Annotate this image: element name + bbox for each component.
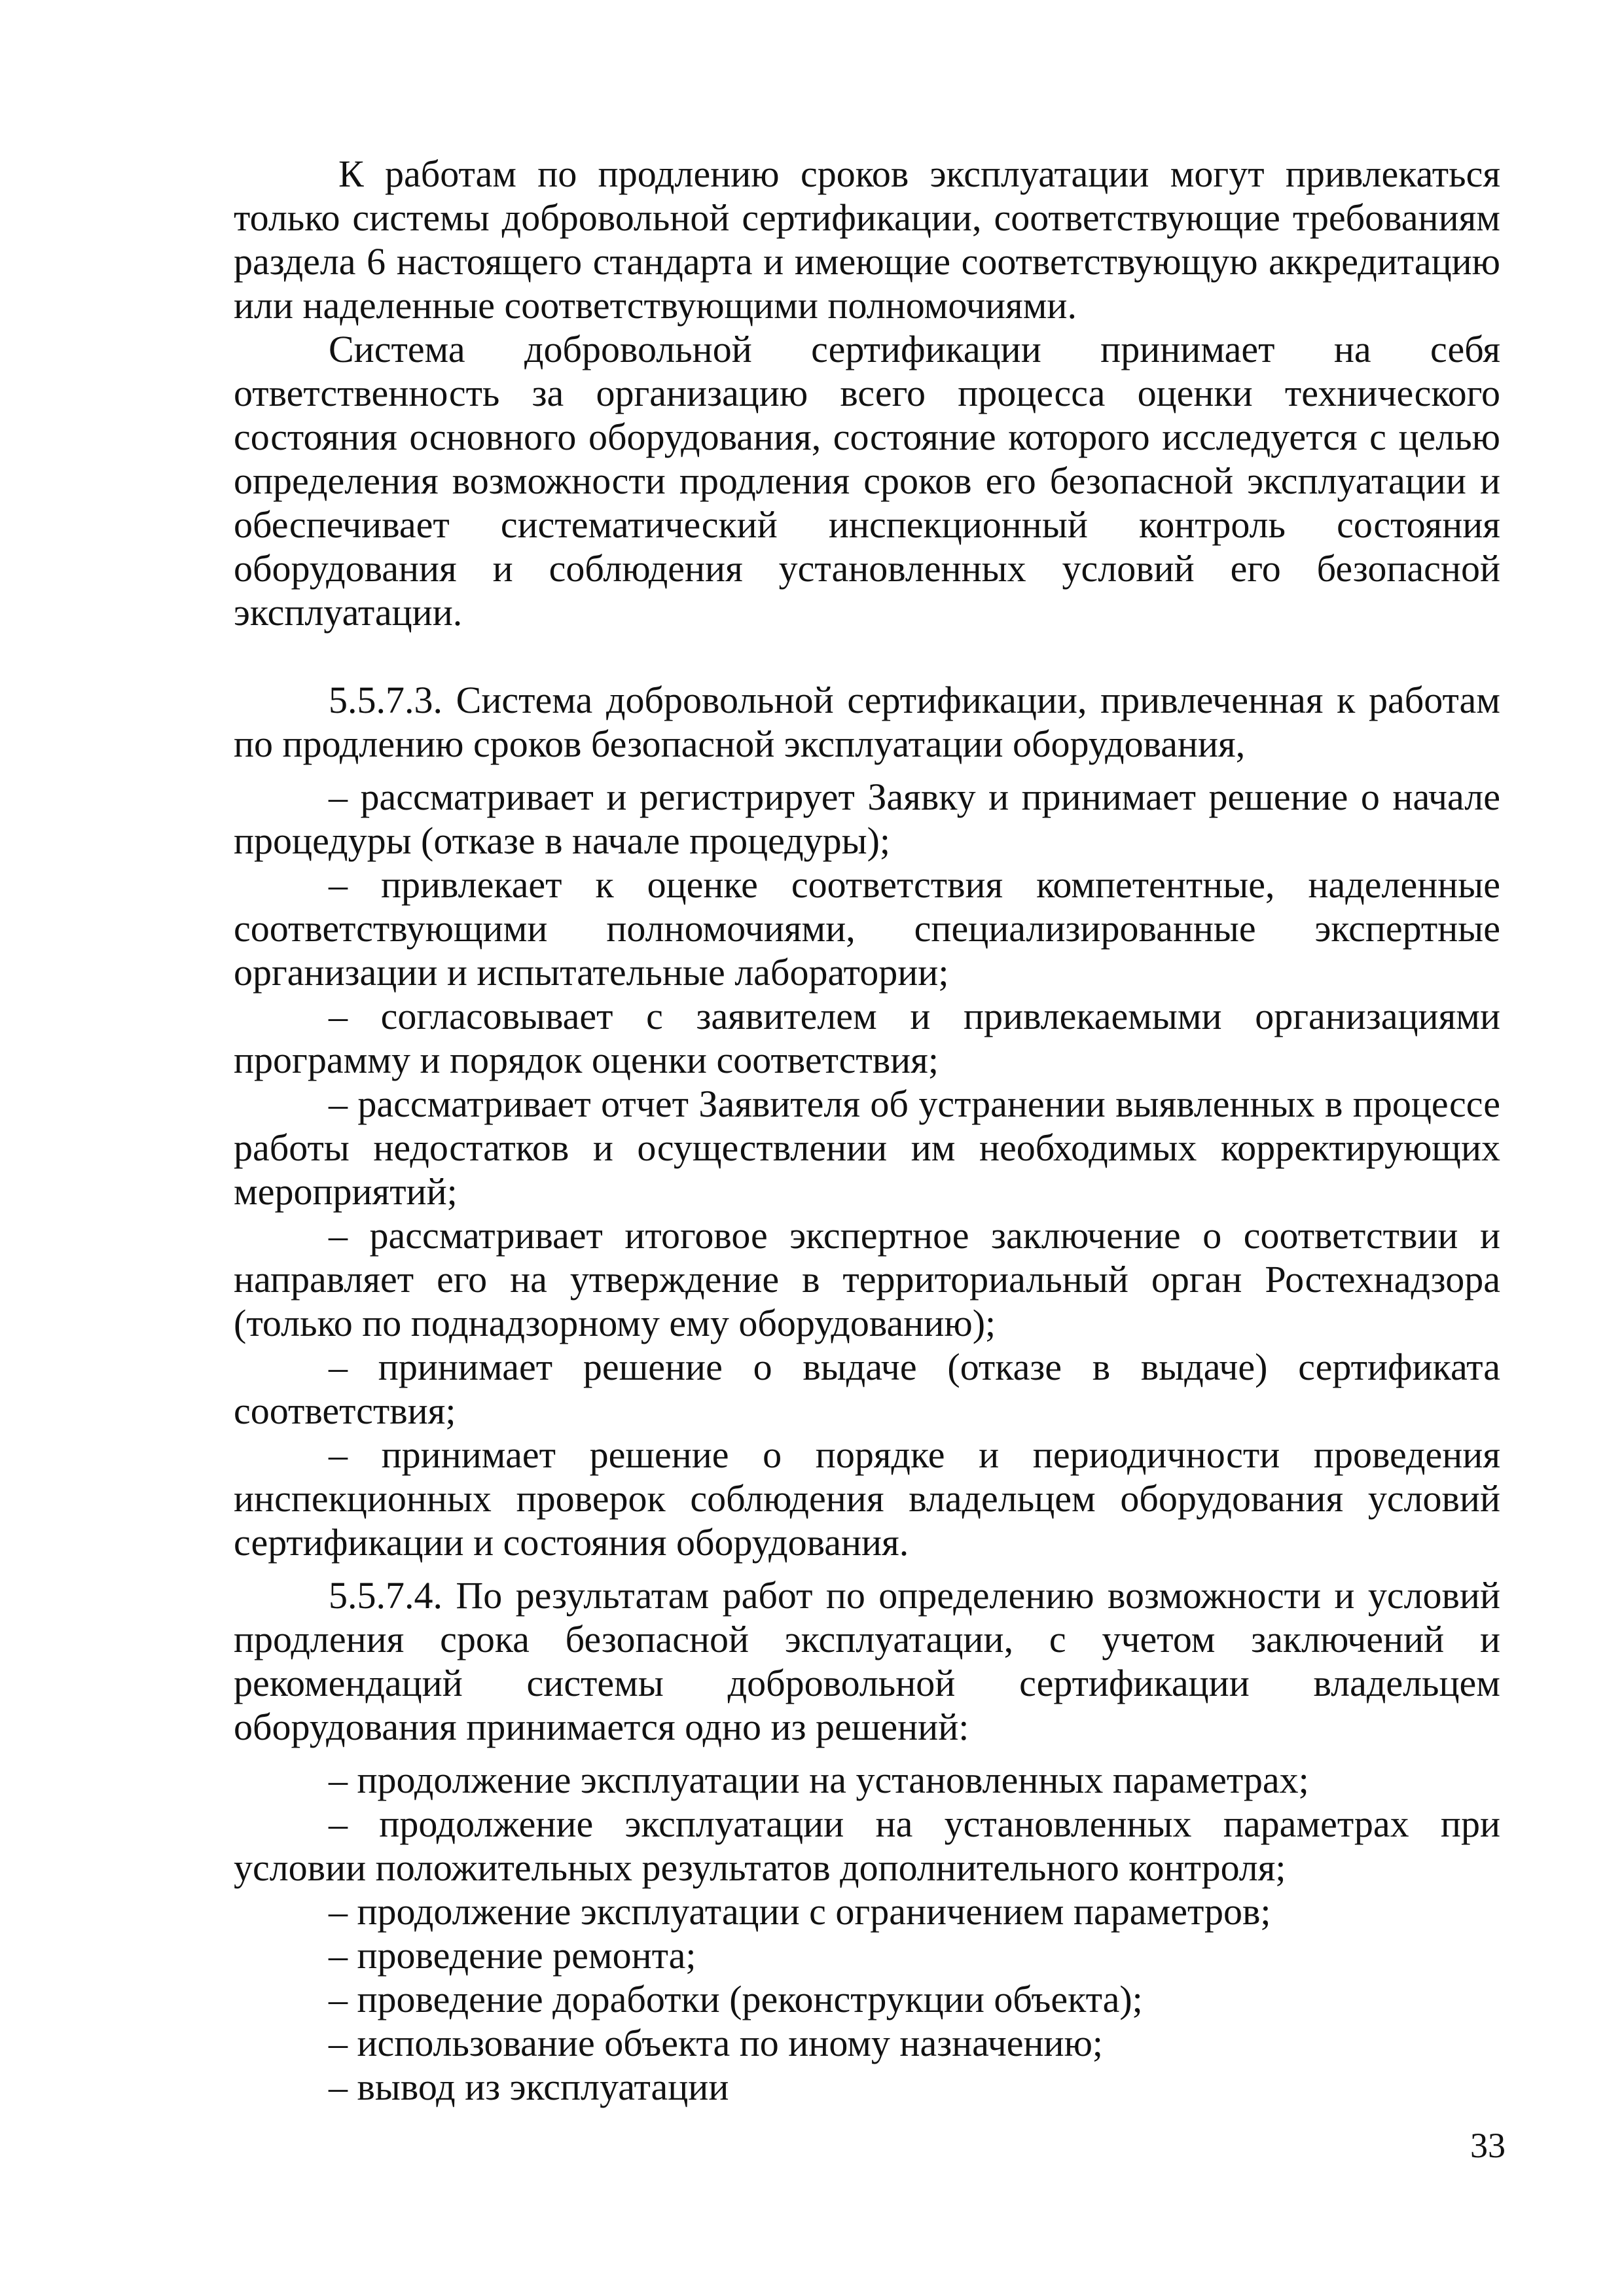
list-item-inspection-decision: – принимает решение о порядке и периодичности проведения инспекционных проверок соблюдения владельцем оборудования условий сертификации и состояния оборудования.	[234, 1433, 1500, 1564]
list-item-involve-experts: – привлекает к оценке соответствия компетентные, наделенные соответствующими полномочиями, специализированные экспертные организации и испытательные лаборатории;	[234, 863, 1500, 994]
list-item-review-conclusion: – рассматривает итоговое экспертное заключение о соответствии и направляет его на утверждение в территориальный орган Ростехнадзора (только по поднадзорному ему оборудованию);	[234, 1214, 1500, 1344]
page-number: 33	[1470, 2126, 1506, 2165]
list-item-certificate-decision: – принимает решение о выдаче (отказе в выдаче) сертификата соответствия;	[234, 1346, 1500, 1432]
list-item-continue-with-control: – продолжение эксплуатации на установленных параметрах при условии положительных результатов дополнительного контроля;	[234, 1803, 1500, 1889]
list-item-continue-operation: – продолжение эксплуатации на установленных параметрах;	[329, 1759, 1309, 1801]
list-item-decommission: – вывод из эксплуатации	[329, 2066, 729, 2108]
paragraph-section-5-5-7-4: 5.5.7.4. По результатам работ по определению возможности и условий продления срока безопасной эксплуатации, с учетом заключений и рекомендаций системы добровольной сертификации владельцем оборудования принимается одно из решений:	[234, 1574, 1500, 1748]
document-page	[234, 152, 1500, 2109]
paragraph-system-responsibility: Система добровольной сертификации принимает на себя ответственность за организацию всего процесса оценки технического состояния основного оборудования, состояние которого исследуется с целью определения возможности продления сроков его безопасной эксплуатации и обеспечивает систематический инспекционный контроль состояния оборудования и соблюдения установленных условий его безопасной эксплуатации.	[234, 328, 1500, 634]
paragraph-section-5-5-7-3: 5.5.7.3. Система добровольной сертификации, привлеченная к работам по продлению сроков безопасной эксплуатации оборудования,	[234, 679, 1500, 765]
list-item-other-purpose: – использование объекта по иному назначению;	[329, 2022, 1104, 2064]
list-item-reconstruction: – проведение доработки (реконструкции объекта);	[329, 1978, 1143, 2020]
list-item-review-report: – рассматривает отчет Заявителя об устранении выявленных в процессе работы недостатков и осуществлении им необходимых корректирующих мероприятий;	[234, 1083, 1500, 1213]
list-item-agree-program: – согласовывает с заявителем и привлекаемыми организациями программу и порядок оценки соответствия;	[234, 995, 1500, 1081]
list-item-register-application: – рассматривает и регистрирует Заявку и принимает решение о начале процедуры (отказе в начале процедуры);	[234, 776, 1500, 862]
list-item-repair: – проведение ремонта;	[329, 1934, 696, 1977]
list-item-limited-parameters: – продолжение эксплуатации с ограничением параметров;	[329, 1890, 1271, 1933]
paragraph-accreditation: К работам по продлению сроков эксплуатации могут привлекаться только системы добровольной сертификации, соответствующие требованиям раздела 6 настоящего стандарта и имеющие соответствующую аккредитацию или наделенные соответствующими полномочиями.	[234, 152, 1500, 327]
